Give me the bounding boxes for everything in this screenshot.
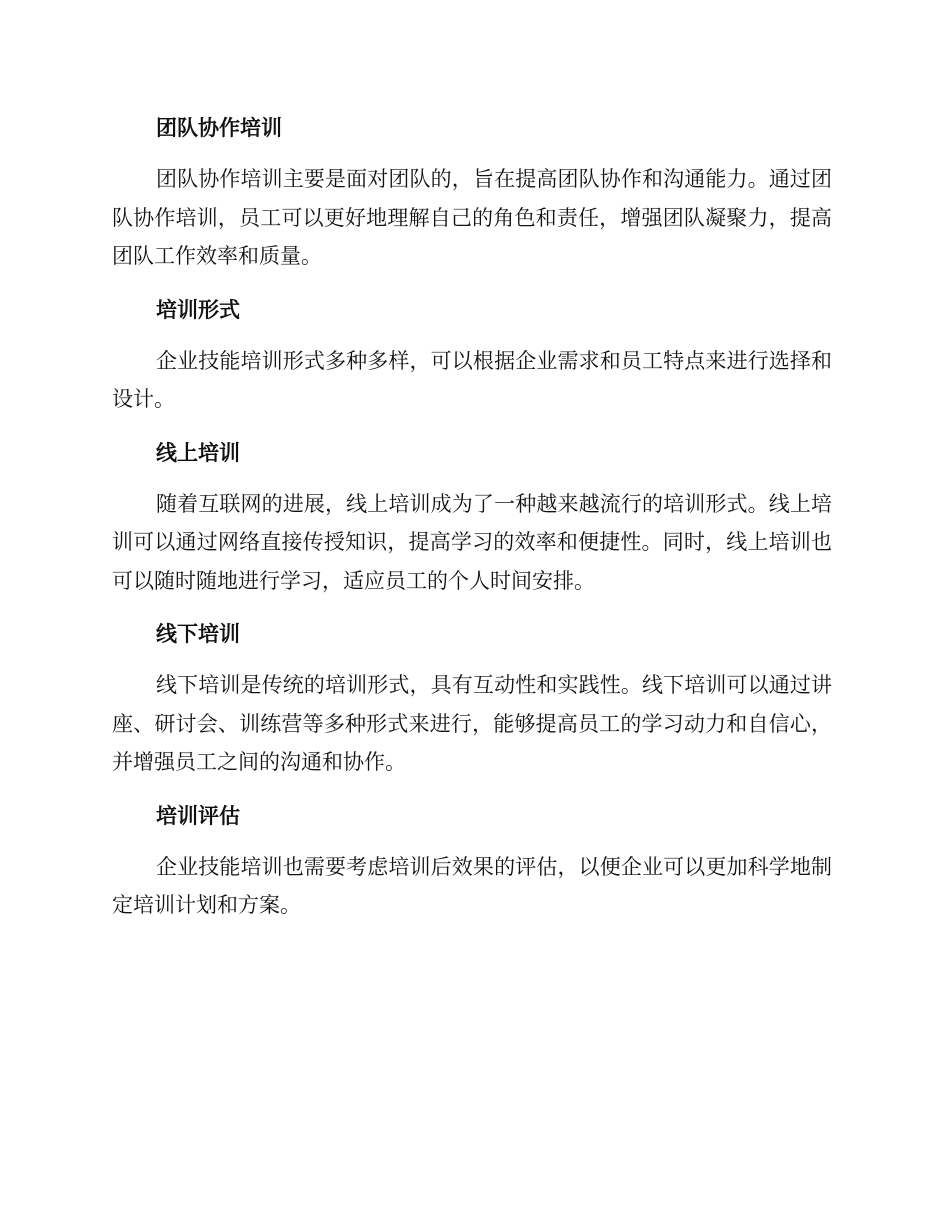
section-paragraph: 企业技能培训也需要考虑培训后效果的评估，以便企业可以更加科学地制定培训计划和方案。 — [112, 854, 832, 917]
section-online-training — [112, 433, 832, 601]
section-paragraph: 企业技能培训形式多种多样，可以根据企业需求和员工特点来进行选择和设计。 — [112, 348, 832, 411]
section-heading: 线上培训 — [156, 440, 240, 465]
section-paragraph: 随着互联网的进展，线上培训成为了一种越来越流行的培训形式。线上培训可以通过网络直接传授知识，提高学习的效率和便捷性。同时，线上培训也可以随时随地进行学习，适应员工的个人时间安排。 — [112, 491, 832, 593]
section-offline-training — [112, 614, 832, 782]
section-training-evaluation — [112, 796, 832, 925]
section-heading: 线下培训 — [156, 622, 240, 646]
document-page — [112, 108, 832, 939]
section-team-collaboration — [112, 108, 832, 276]
section-paragraph: 线下培训是传统的培训形式，具有互动性和实践性。线下培训可以通过讲座、研讨会、训练营等多种形式来进行，能够提高员工的学习动力和自信心，并增强员工之间的沟通和协作。 — [112, 673, 832, 774]
section-heading: 培训评估 — [156, 803, 240, 828]
section-heading: 培训形式 — [156, 297, 240, 322]
section-paragraph: 团队协作培训主要是面对团队的，旨在提高团队协作和沟通能力。通过团队协作培训，员工可以更好地理解自己的角色和责任，增强团队凝聚力，提高团队工作效率和质量。 — [112, 167, 832, 268]
section-heading: 团队协作培训 — [156, 116, 282, 140]
section-training-format — [112, 290, 832, 419]
